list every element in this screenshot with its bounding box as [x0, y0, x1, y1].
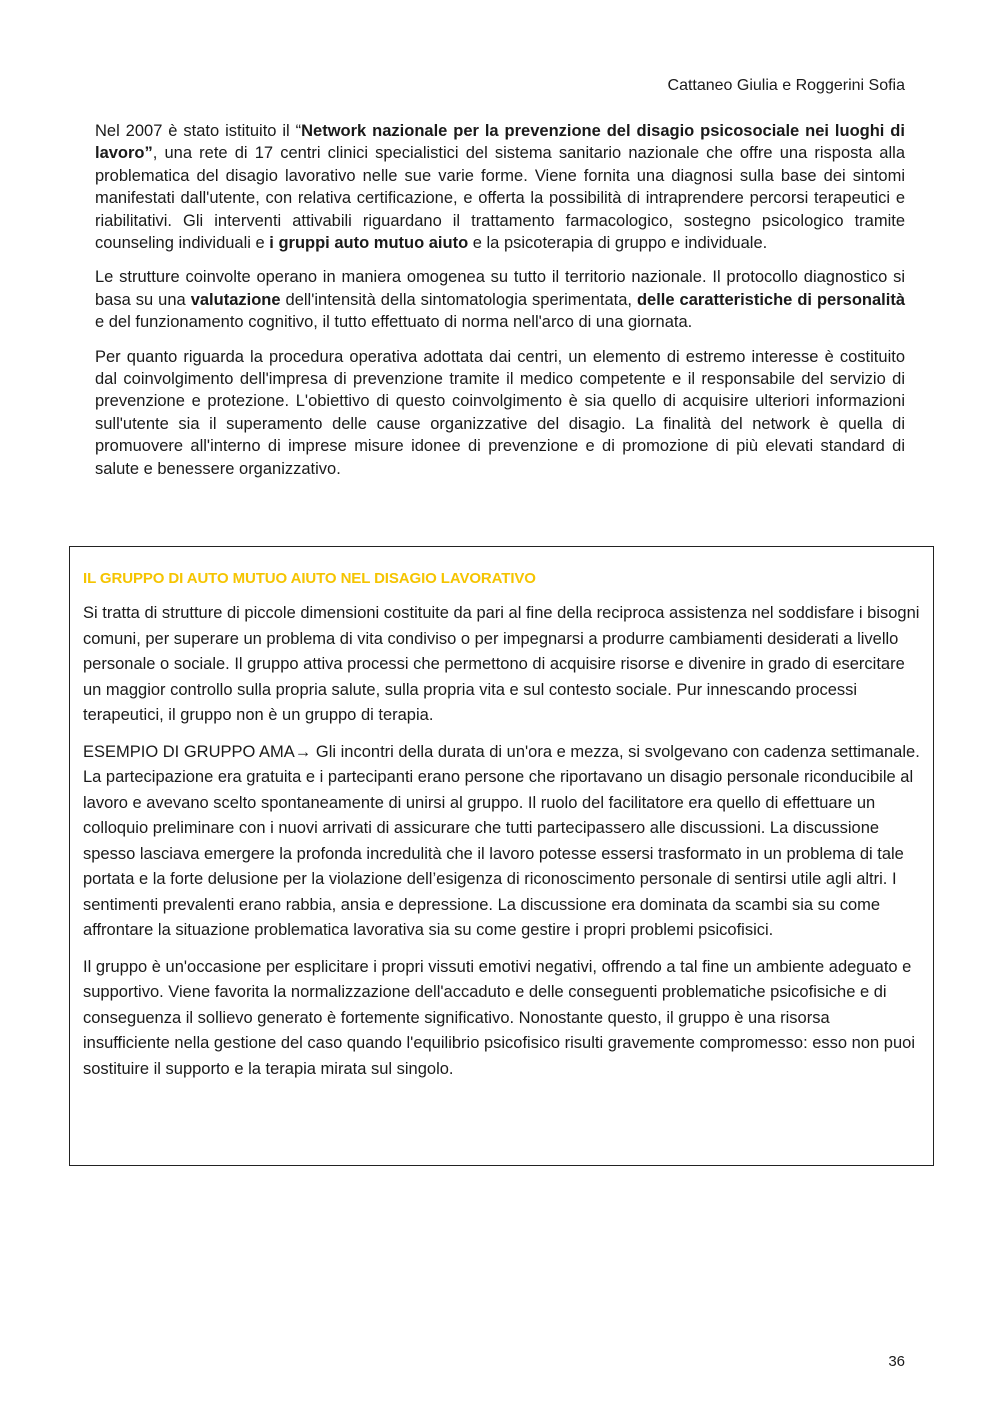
paragraph-procedura: Per quanto riguarda la procedura operativa adottata dai centri, un elemento di estremo interesse è costituito dal coinvolgimento dell'impresa di prevenzione tramite il medico competente e il responsabile del servizio di prevenzione e protezione. L'obiettivo di questo coinvolgimento è sia quello di acquisire ulteriori informazioni sull'utente sia il superamento delle cause organizzative del disagio. La finalità del network è quella di promuovere all'interno di imprese misure idonee di prevenzione e di promozione di più elevati standard di salute e benessere organizzativo. — [95, 347, 905, 478]
main-text — [95, 120, 905, 492]
bold-valutazione: valutazione — [190, 290, 281, 309]
text-segment: Nel 2007 è stato istituito il “ — [95, 122, 302, 140]
example-label: ESEMPIO DI GRUPPO AMA — [83, 742, 295, 761]
text-segment: Le strutture coinvolte operano in maniera omogenea su tutto il territorio nazionale. Il protocollo diagnostico si basa su una — [95, 268, 905, 309]
text-segment: e del funzionamento cognitivo, il tutto effettuato di norma nell'arco di una giornata. — [95, 313, 693, 332]
box-paragraph-definition: Si tratta di strutture di piccole dimensioni costituite da pari al fine della reciproca assistenza nel soddisfare i bisogni comuni, per superare un problema di vita condiviso o per impegnarsi a produrre cambiamenti desiderati a livello personale o sociale. Il gruppo attiva processi che permettono di acquisire risorse e divenire in grado di esercitare un maggior controllo sulla propria salute, sulla propria vita e sul contesto sociale. Pur innescando processi terapeutici, il gruppo non è un gruppo di terapia. — [83, 604, 920, 724]
box-title: IL GRUPPO DI AUTO MUTUO AIUTO NEL DISAGIO LAVORATIVO — [83, 570, 536, 587]
paragraph-strutture — [95, 266, 905, 333]
text-segment: dell'intensità della sintomatologia sperimentata, — [280, 290, 637, 309]
page-number: 36 — [888, 1353, 905, 1370]
ama-info-box — [69, 546, 934, 1166]
arrow-right-icon: → — [294, 742, 312, 761]
box-paragraph-conclusion: Il gruppo è un'occasione per esplicitare i propri vissuti emotivi negativi, offrendo a tal fine un ambiente adeguato e supportivo. Viene favorita la normalizzazione dell'accaduto e delle conseguenti problematiche psicofisiche e di conseguenza il sollievo generato è fortemente significativo. Nonostante questo, il gruppo è una risorsa insufficiente nella gestione del caso quando l'equilibrio psicofisico risulti gravemente compromesso: esso non puoi sostituire il supporto e la terapia mirata sul singolo. — [83, 957, 915, 1078]
text-segment: , una rete di 17 centri clinici specialistici del sistema sanitario nazionale che offre una risposta alla problematica del disagio lavorativo nelle sue varie forme. Viene fornita una diagnosi sulla base dei sintomi manifestati dall'utente, con relativa certificazione, e offerta la possibilità di intraprendere percorsi terapeutici e riabilitativi. Gli interventi attivabili riguardano il trattamento farmacologico, sostegno psicologico tramite counseling individuali e — [95, 144, 905, 253]
paragraph-network — [95, 120, 905, 254]
box-paragraph-example — [83, 740, 921, 944]
bold-caratteristiche: delle caratteristiche di personalità — [636, 290, 906, 309]
example-text: Gli incontri della durata di un'ora e mezza, si svolgevano con cadenza settimanale. La partecipazione era gratuita e i partecipanti erano persone che riportavano un disagio personale riconducibile al lavoro e avevano scelto spontaneamente di unirsi al gruppo. Il ruolo del facilitatore era quello di effettuare un colloquio preliminare con i nuovi arrivati di assicurare che tutti partecipassero alle discussioni. La discussione spesso lasciava emergere la profonda incredulità che il lavoro potesse essersi trasformato in un problema di tale portata e la forte delusione per la violazione dell’esigenza di riconoscimento personale di sentirsi utile agli altri. I sentimenti prevalenti erano rabbia, ansia e depressione. La discussione era dominata da scambi sia su come affrontare la situazione problematica lavorativa sia su come gestire i propri problemi psicofisici. — [83, 742, 920, 939]
bold-network-name: Network nazionale per la prevenzione del disagio psicosociale nei luoghi di lavoro” — [95, 122, 905, 163]
page-header-authors: Cattaneo Giulia e Roggerini Sofia — [667, 77, 905, 94]
text-segment: e la psicoterapia di gruppo e individuale. — [468, 234, 768, 253]
bold-gruppi-ama: i gruppi auto mutuo aiuto — [269, 234, 469, 253]
